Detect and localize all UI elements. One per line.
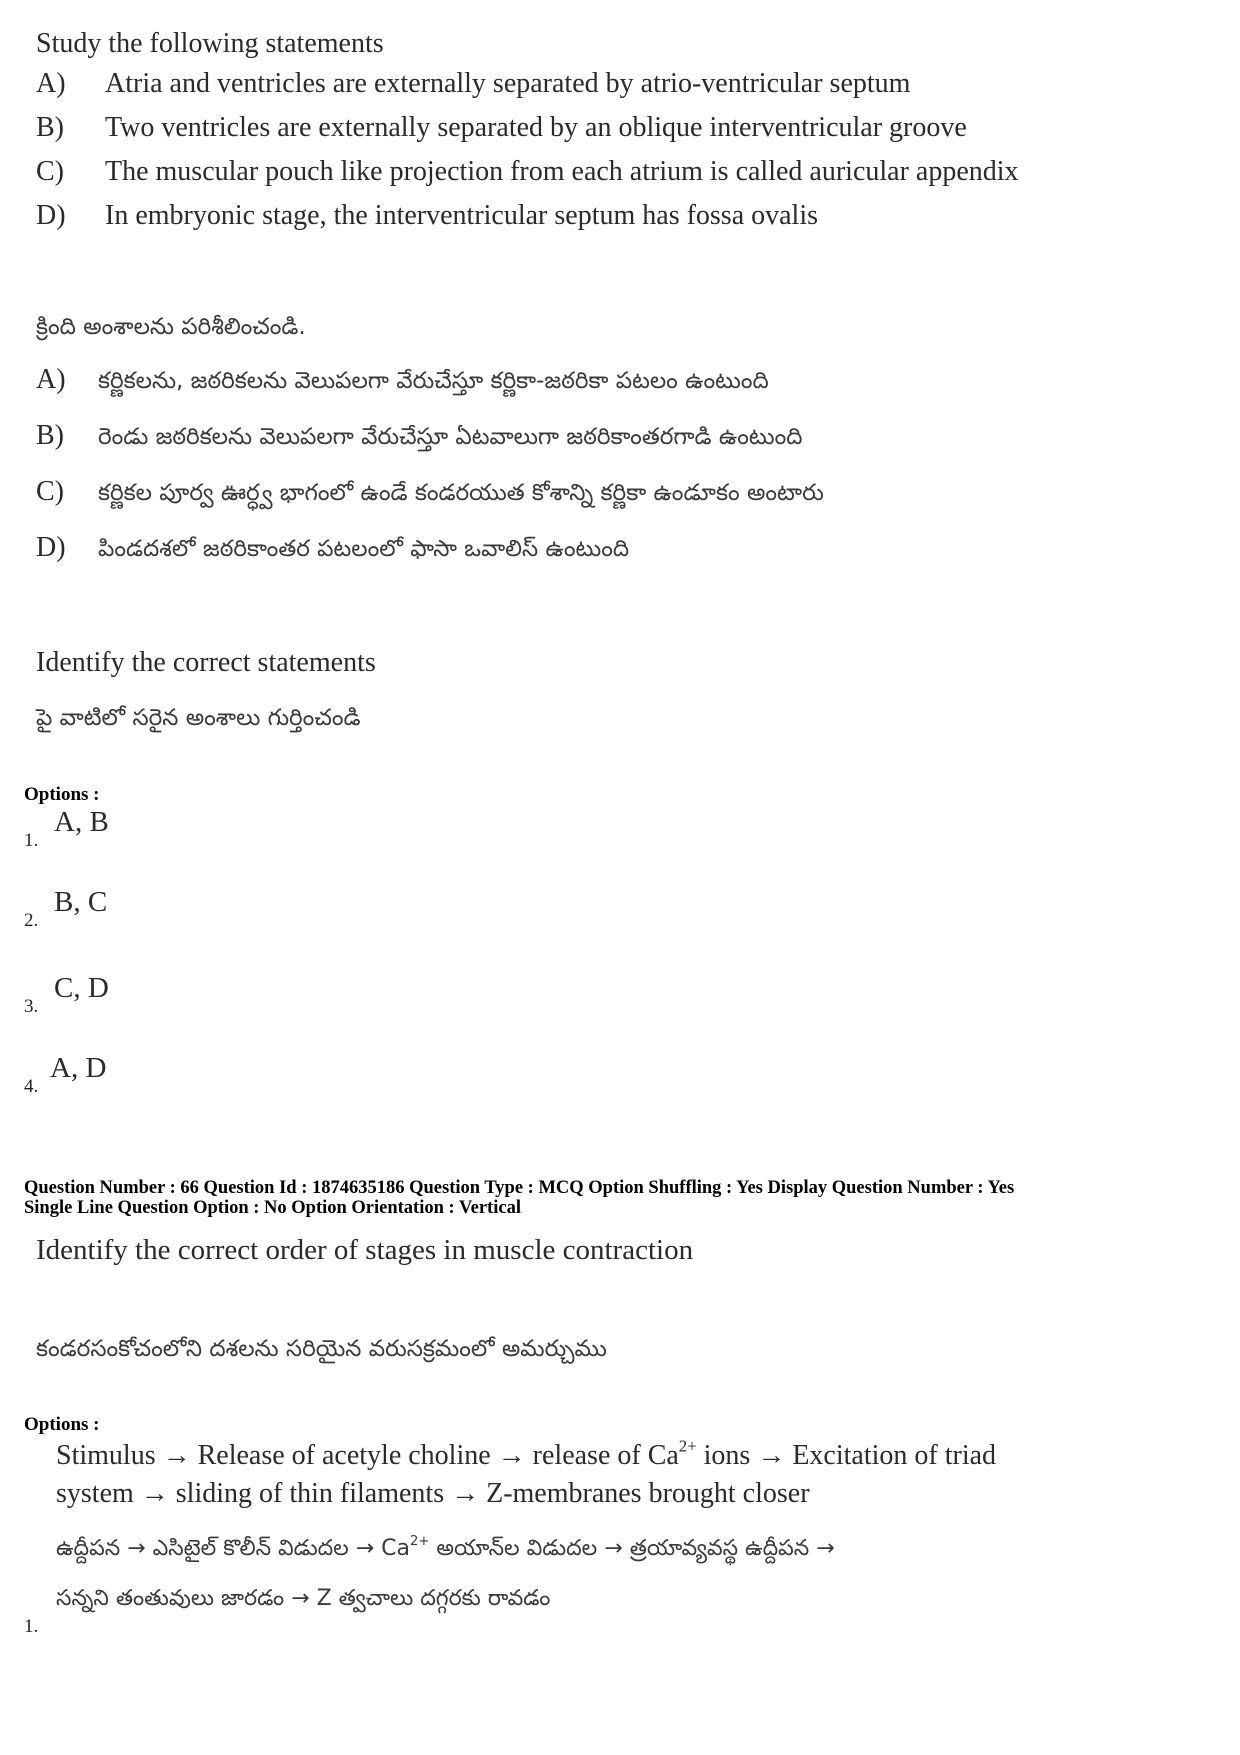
option-1[interactable] xyxy=(0,806,300,856)
option-number: 3. xyxy=(24,996,39,1017)
options-label: Options : xyxy=(24,784,100,805)
statement-c-te xyxy=(0,476,1240,516)
statement-letter: A) xyxy=(36,68,66,99)
superscript: 2+ xyxy=(409,1534,430,1550)
options-label: Options : xyxy=(24,1414,100,1435)
statement-letter: A) xyxy=(36,364,66,395)
option-text-part: ions → Excitation of triad xyxy=(696,1440,997,1471)
statement-text: రెండు జఠరికలను వెలుపలగా వేరుచేస్తూ ఏటవాలుగా జఠరికాంతరగాడి ఉంటుంది xyxy=(98,424,803,450)
option-text: A, D xyxy=(50,1052,107,1084)
question-text-en: Identify the correct order of stages in muscle contraction xyxy=(36,1234,694,1266)
option-text-part: ఉద్దీపన → ఎసిటైల్ కొలీన్ విడుదల → Ca xyxy=(56,1536,410,1561)
option-text-part: Stimulus → Release of acetyle choline → release of Ca xyxy=(56,1440,679,1471)
statement-a-te xyxy=(0,364,1240,404)
statement-text: కర్ణికలను, జఠరికలను వెలుపలగా వేరుచేస్తూ కర్ణికా-జఠరికా పటలం ఉంటుంది xyxy=(98,368,769,394)
statement-letter: B) xyxy=(36,420,64,451)
statement-letter: D) xyxy=(36,532,66,563)
statement-c-en xyxy=(0,156,1240,192)
option-text-en-line2: system → sliding of thin filaments → Z-membranes brought closer xyxy=(56,1478,810,1509)
statement-letter: C) xyxy=(36,476,64,507)
option-text-part: అయాన్‌ల విడుదల → త్రయావ్యవస్థ ఉద్దీపన → xyxy=(429,1536,835,1561)
option-number: 2. xyxy=(24,910,39,931)
option-text: A, B xyxy=(54,806,109,838)
option-number: 4. xyxy=(24,1076,39,1097)
option-3[interactable] xyxy=(0,972,300,1022)
statement-text: Atria and ventricles are externally separated by atrio-ventricular septum xyxy=(105,68,911,99)
option-text: C, D xyxy=(54,972,109,1004)
question-meta-line1: Question Number : 66 Question Id : 1874635186 Question Type : MCQ Option Shuffling : Yes Display Question Number : Yes xyxy=(24,1178,1015,1198)
statement-text: కర్ణికల పూర్వ ఊర్ధ్వ భాగంలో ఉండే కండరయుత కోశాన్ని కర్ణికా ఉండూకం అంటారు xyxy=(98,480,824,506)
option-text-te-line1 xyxy=(56,1536,835,1566)
option-text-en-line1 xyxy=(56,1436,997,1472)
statement-text: Two ventricles are externally separated by an oblique interventricular groove xyxy=(105,112,967,143)
superscript: 2+ xyxy=(678,1436,697,1456)
statement-letter: C) xyxy=(36,156,64,187)
statements-intro-te: క్రింది అంశాలను పరిశీలించండి. xyxy=(36,314,306,340)
option-2[interactable] xyxy=(0,886,300,936)
statements-intro-en: Study the following statements xyxy=(36,28,384,59)
statement-letter: D) xyxy=(36,200,66,231)
statement-letter: B) xyxy=(36,112,64,143)
statement-text: The muscular pouch like projection from each atrium is called auricular appendix xyxy=(105,156,1019,187)
statement-d-en xyxy=(0,200,1240,236)
option-number: 1. xyxy=(24,1616,39,1637)
option-text: B, C xyxy=(54,886,108,918)
option-1[interactable] xyxy=(0,1436,1120,1640)
statement-a-en xyxy=(0,68,1240,104)
question-text-te: కండరసంకోచంలోని దశలను సరియైన వరుసక్రమంలో అమర్చుము xyxy=(36,1336,607,1362)
prompt-te: పై వాటిలో సరైన అంశాలు గుర్తించండి xyxy=(36,705,361,731)
prompt-en: Identify the correct statements xyxy=(36,647,376,678)
statement-d-te xyxy=(0,532,1240,572)
option-text-te-line2: సన్నని తంతువులు జారడం → Z త్వచాలు దగ్గరకు రావడం xyxy=(56,1586,551,1611)
statement-text: పిండదశలో జఠరికాంతర పటలంలో ఫాసా ఒవాలిస్ ఉంటుంది xyxy=(98,536,630,562)
option-4[interactable] xyxy=(0,1052,300,1102)
option-number: 1. xyxy=(24,830,39,851)
statement-b-en xyxy=(0,112,1240,148)
question-meta-line2: Single Line Question Option : No Option Orientation : Vertical xyxy=(24,1198,521,1218)
statement-b-te xyxy=(0,420,1240,460)
statement-text: In embryonic stage, the interventricular septum has fossa ovalis xyxy=(105,200,819,231)
